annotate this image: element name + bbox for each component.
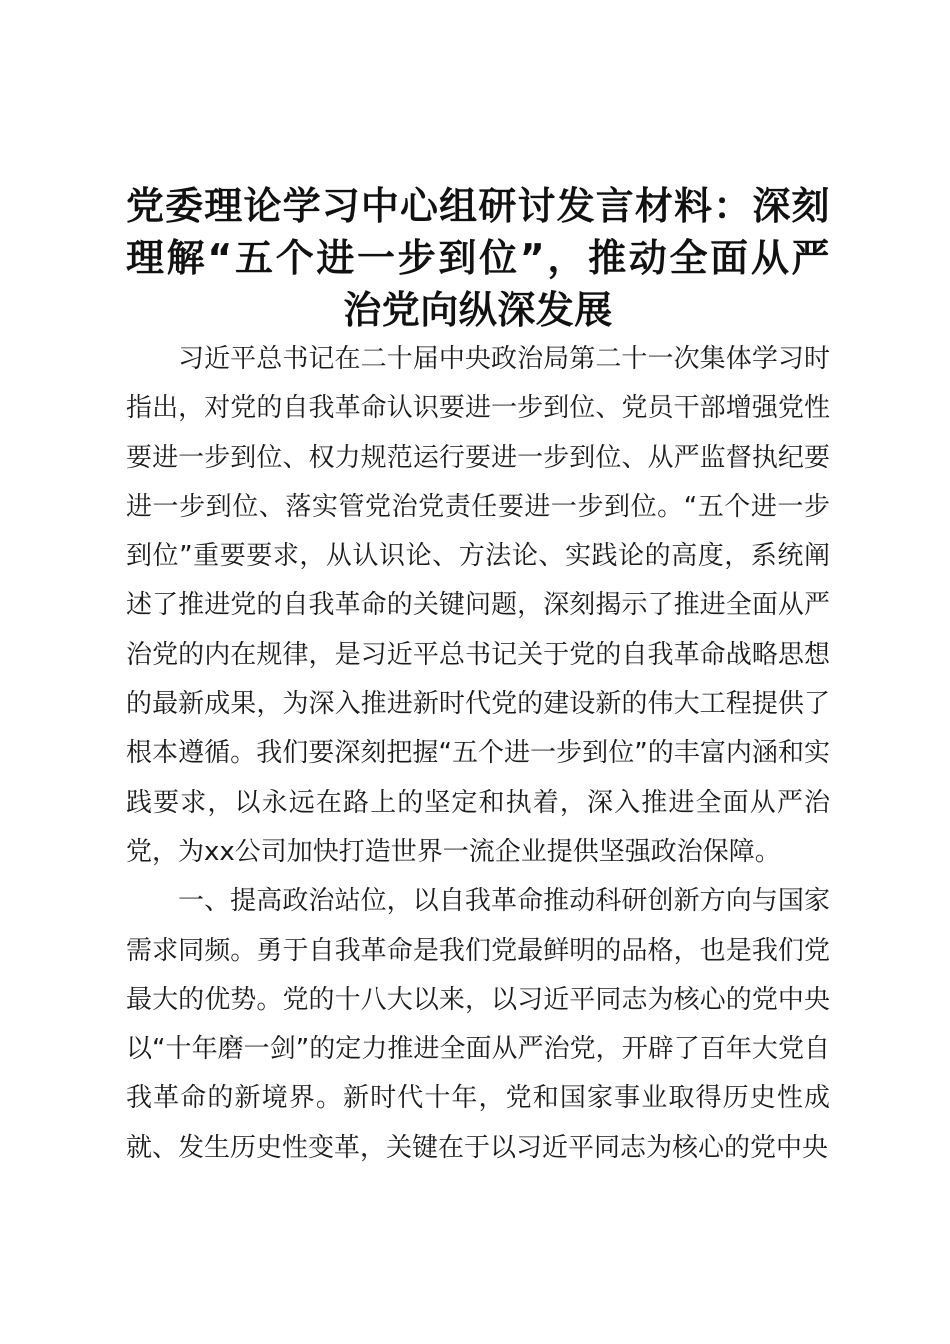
document-title: 党委理论学习中心组研讨发言材料：深刻理解“五个进一步到位”，推动全面从严治党向纵深发展 [126, 184, 830, 332]
document-body [126, 335, 830, 1173]
intro-paragraph: 习近平总书记在二十届中央政治局第二十一次集体学习时指出，对党的自我革命认识要进一步到位、党员干部增强党性要进一步到位、权力规范运行要进一步到位、从严监督执纪要进一步到位、落实管党治党责任要进一步到位。“五个进一步到位”重要要求，从认识论、方法论、实践论的高度，系统阐述了推进党的自我革命的关键问题，深刻揭示了推进全面从严治党的内在规律，是习近平总书记关于党的自我革命战略思想的最新成果，为深入推进新时代党的建设新的伟大工程提供了根本遵循。我们要深刻把握“五个进一步到位”的丰富内涵和实践要求，以永远在路上的坚定和执着，深入推进全面从严治党，为xx公司加快打造世界一流企业提供坚强政治保障。 [126, 344, 830, 867]
section-one-paragraph: 一、提高政治站位，以自我革命推动科研创新方向与国家需求同频。勇于自我革命是我们党最鲜明的品格，也是我们党最大的优势。党的十八大以来，以习近平同志为核心的党中央以“十年磨一剑”的定力推进全面从严治党，开辟了百年大党自我革命的新境界。新时代十年，党和国家事业取得历史性成就、发生历史性变革，关键在于以习近平同志为核心的党中央 [126, 886, 830, 1163]
